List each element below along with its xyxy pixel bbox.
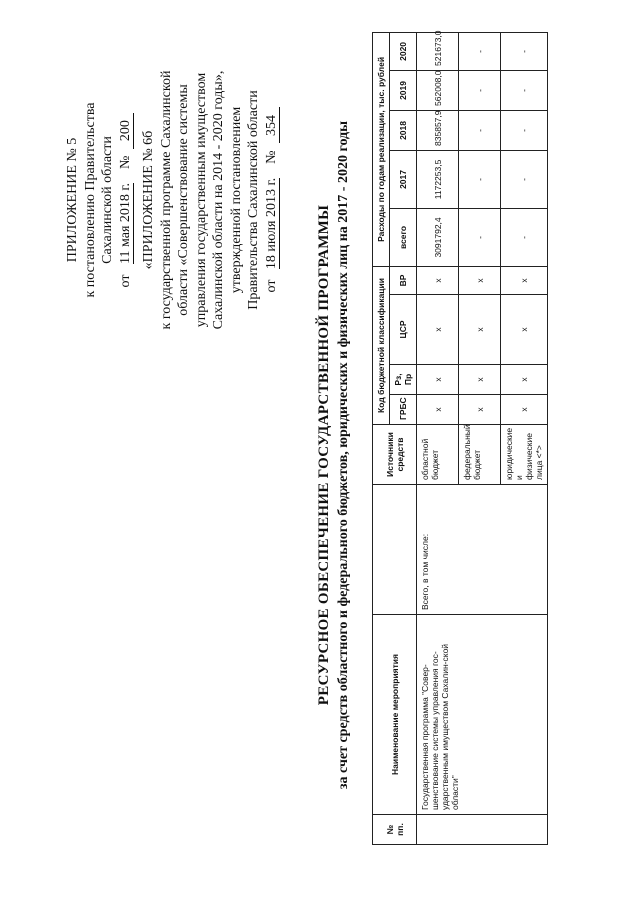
grbs-cell: x: [417, 395, 459, 425]
y2020-cell: -: [501, 32, 548, 70]
header-row: [373, 32, 390, 844]
vr-cell: x: [501, 266, 548, 294]
header-2020: 2020: [390, 32, 417, 70]
from-label: от: [263, 279, 279, 293]
source-cell: областной бюджет: [417, 425, 459, 485]
total-cell: -: [459, 208, 501, 266]
csr-cell: x: [501, 295, 548, 365]
resource-table: [372, 32, 548, 845]
y2019-cell: -: [501, 70, 548, 110]
appendix-date-line: [117, 25, 135, 375]
header-rzpr: Рз, Пр: [390, 365, 417, 395]
document-title: [314, 45, 354, 865]
header-2019: 2019: [390, 70, 417, 110]
from-label: от: [117, 274, 133, 288]
vr-cell: x: [459, 266, 501, 294]
y2019-cell: 562008,0: [417, 70, 459, 110]
rzpr-cell: x: [459, 365, 501, 395]
header-2018: 2018: [390, 110, 417, 150]
header-total: всего: [390, 208, 417, 266]
header-sources: Источники средств: [373, 425, 417, 485]
header-csr: ЦСР: [390, 295, 417, 365]
quoted-line: области «Совершенствование системы: [176, 84, 191, 316]
program-executor: Всего, в том числе:: [417, 485, 548, 615]
rzpr-cell: x: [417, 365, 459, 395]
header-name: Наименование мероприятия: [373, 615, 417, 815]
header-executor: [373, 485, 417, 615]
number-label: №: [263, 150, 279, 164]
y2018-cell: -: [459, 110, 501, 150]
appendix-line: Сахалинской области: [100, 136, 115, 264]
title-sub: за счет средств областного и федерального бюджетов, юридических и физических лиц на 2017 - 2020 годы: [336, 120, 351, 790]
source-cell: федеральный бюджет: [459, 425, 501, 485]
program-name: Государственная программа "Совер-шенствование системы управления гос-ударственным имуществом Сахалин-ской области": [417, 615, 548, 815]
vr-cell: x: [417, 266, 459, 294]
y2020-cell: 521673,0: [417, 32, 459, 70]
csr-cell: x: [417, 295, 459, 365]
quoted-line: Сахалинской области на 2014 - 2020 годы»,: [211, 70, 226, 330]
header-2017: 2017: [390, 150, 417, 208]
y2019-cell: -: [459, 70, 501, 110]
y2017-cell: -: [459, 150, 501, 208]
total-cell: 3091792,4: [417, 208, 459, 266]
y2018-cell: 835857,9: [417, 110, 459, 150]
grbs-cell: x: [501, 395, 548, 425]
appendix-title: ПРИЛОЖЕНИЕ № 5: [65, 137, 80, 263]
appendix-block: [64, 25, 280, 375]
header-grbs: ГРБС: [390, 395, 417, 425]
y2017-cell: 1172253,5: [417, 150, 459, 208]
number-label: №: [117, 155, 133, 169]
quoted-line: управления государственным имуществом: [193, 72, 209, 328]
decree-number: 200: [118, 113, 134, 149]
y2018-cell: -: [501, 110, 548, 150]
row-num-cell: [417, 815, 548, 845]
original-date-line: [263, 25, 281, 375]
original-decree-date: 18 июля 2013 г.: [263, 177, 279, 270]
header-expenses: Расходы по годам реализации, тыс. рублей: [373, 32, 390, 266]
header-num: № пп.: [373, 815, 417, 845]
header-budget-code: Код бюджетной классификации: [373, 266, 390, 424]
appendix-line: к постановлению Правительства: [82, 102, 98, 298]
title-main: РЕСУРСНОЕ ОБЕСПЕЧЕНИЕ ГОСУДАРСТВЕННОЙ ПРОГРАММЫ: [316, 204, 332, 706]
quoted-line: утвержденной постановлением: [228, 106, 244, 294]
quoted-appendix-title: «ПРИЛОЖЕНИЕ № 6б: [141, 130, 156, 270]
y2017-cell: -: [501, 150, 548, 208]
grbs-cell: x: [459, 395, 501, 425]
source-cell: юридические и физические лица <*>: [501, 425, 548, 485]
decree-date: 11 мая 2018 г.: [117, 182, 133, 264]
rzpr-cell: x: [501, 365, 548, 395]
csr-cell: x: [459, 295, 501, 365]
quoted-line: к государственной программе Сахалинской: [158, 70, 174, 330]
total-cell: -: [501, 208, 548, 266]
header-vr: ВР: [390, 266, 417, 294]
table-row: [417, 32, 459, 844]
y2020-cell: -: [459, 32, 501, 70]
quoted-line: Правительства Сахалинской области: [246, 90, 261, 310]
original-decree-number: 354: [264, 108, 280, 144]
